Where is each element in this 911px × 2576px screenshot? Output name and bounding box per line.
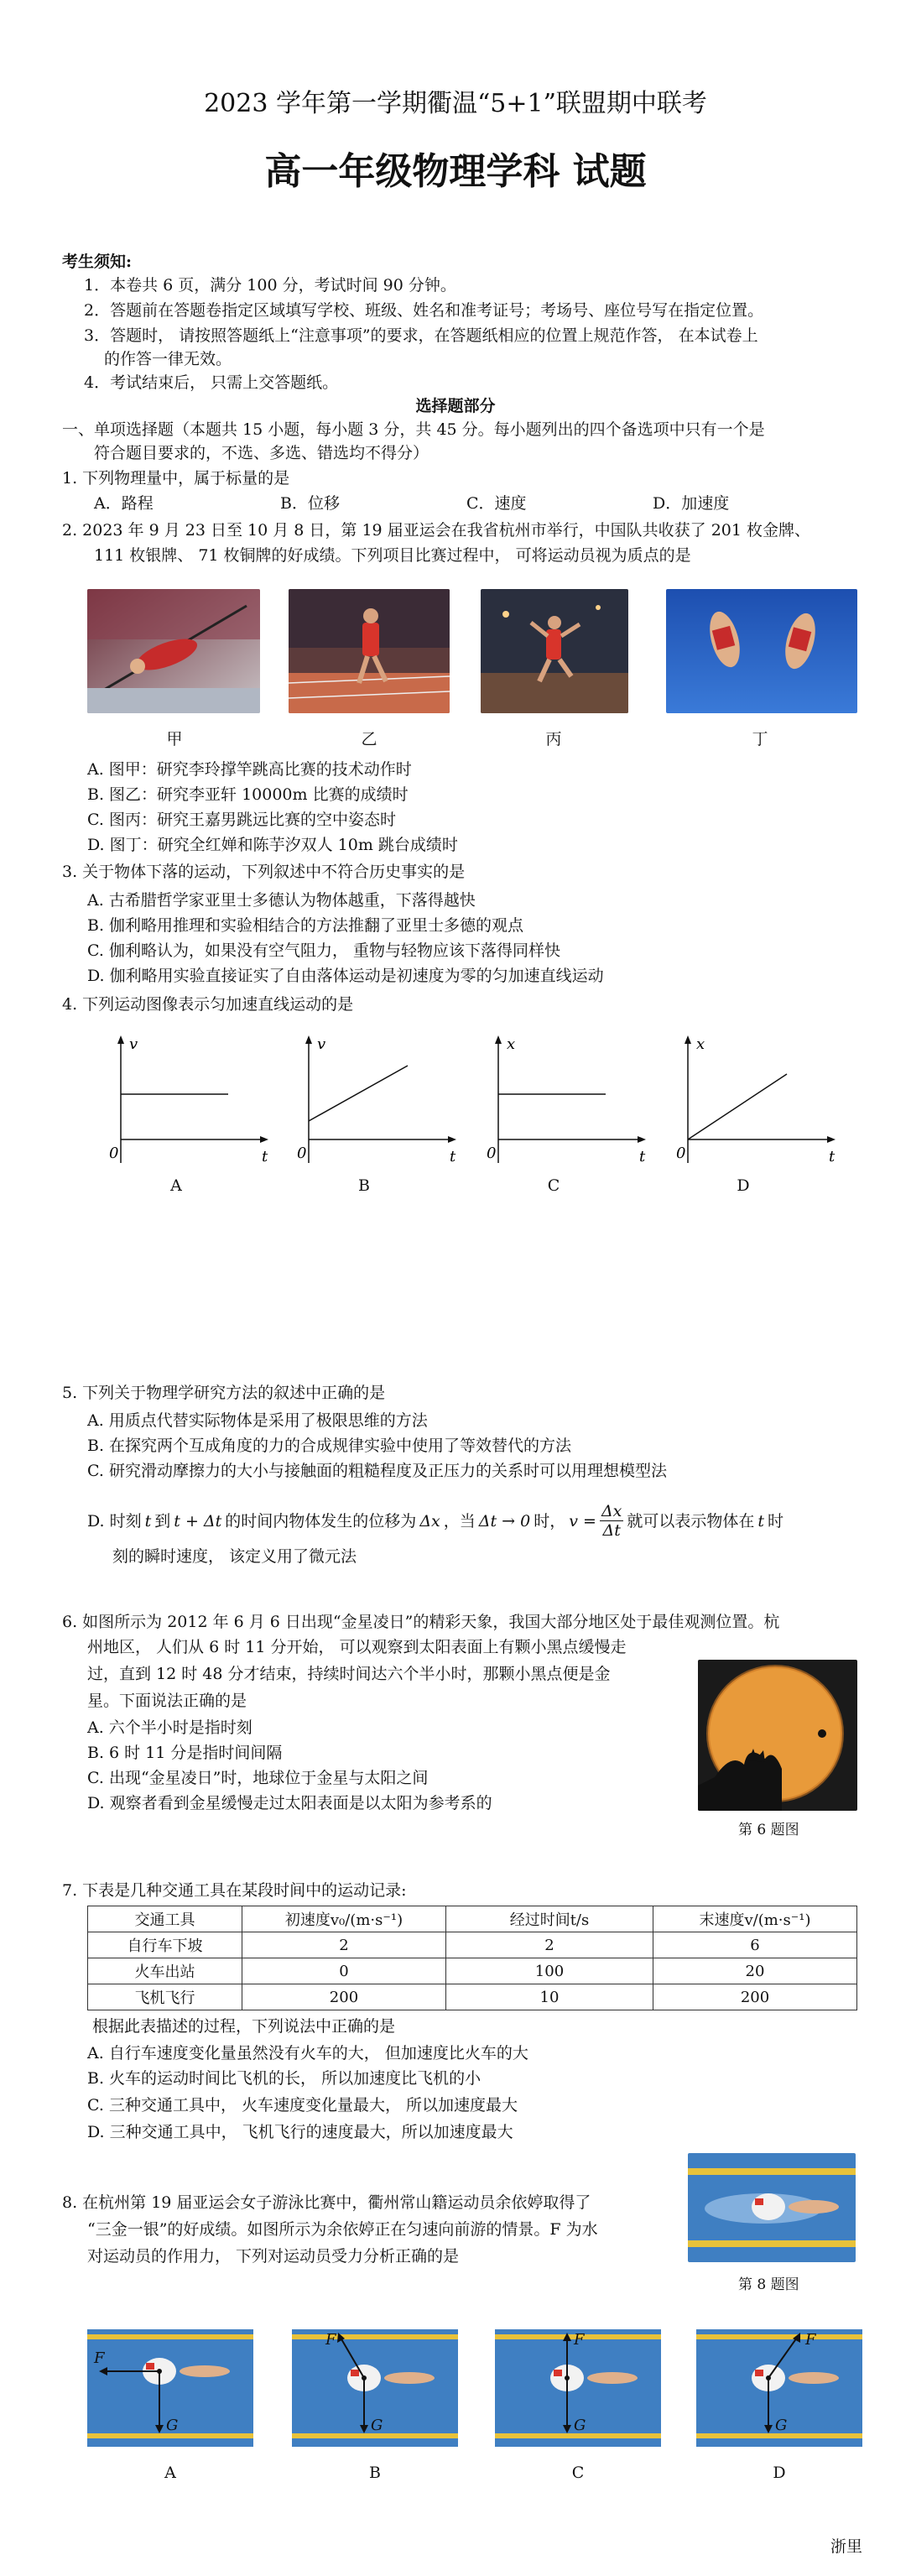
q1-option-c: C．速度 [466,494,527,513]
q5-d-text: 时 [768,1511,784,1530]
table-cell: 10 [445,1984,653,2010]
q6-option-a: A. 六个半小时是指时刻 [87,1718,252,1737]
q2-option-a: A. 图甲：研究李玲撑竿跳高比赛的技术动作时 [87,760,412,779]
graph-a-ylabel: v [129,1035,138,1053]
q5-d-numerator: Δx [601,1502,622,1520]
force-g-label: G [775,2417,788,2434]
q5-d-text: 到 [154,1511,171,1530]
graph-b [290,1030,466,1173]
graph-a [102,1030,279,1173]
graph-c-xlabel: t [639,1148,646,1165]
exam-header-line1: 2023 学年第一学期衢温“5+1”联盟期中联考 [204,89,707,118]
question-6-stem-cont: 州地区， 人们从 6 时 11 分开始， 可以观察到太阳表面上有颗小黑点缓慢走 [87,1638,627,1656]
q6-option-b: B. 6 时 11 分是指时间间隔 [87,1744,283,1762]
question-7-stem: 7. 下表是几种交通工具在某段时间中的运动记录: [62,1881,407,1900]
q5-d-denominator: Δt [602,1521,621,1540]
figure-6-caption: 第 6 题图 [738,1822,799,1838]
question-4-stem: 4. 下列运动图像表示匀加速直线运动的是 [62,995,354,1014]
force-diagram-b-label: B [369,2464,381,2482]
graph-c-origin: 0 [487,1145,497,1162]
notice-heading: 考生须知: [62,253,133,271]
force-f-label: F [94,2349,105,2367]
graph-b-origin: 0 [297,1145,307,1162]
question-1-stem: 1. 下列物理量中，属于标量的是 [62,469,290,488]
q1-option-a: A．路程 [94,494,154,513]
force-f-label: F [805,2331,816,2349]
q3-option-b: B. 伽利略用推理和实验相结合的方法推翻了亚里士多德的观点 [87,916,524,935]
photo-diving [666,589,857,713]
graph-d-origin: 0 [676,1145,686,1162]
table-cell: 2 [445,1932,653,1958]
question-8-stem: 8. 在杭州第 19 届亚运会女子游泳比赛中，衢州常山籍运动员余依婷取得了 [62,2193,591,2212]
q5-d-var-t2: t [757,1511,765,1530]
table-cell: 0 [242,1958,446,1984]
table-cell: 200 [653,1984,857,2010]
q2-option-c: C. 图丙：研究王嘉男跳远比赛的空中姿态时 [87,811,396,829]
q5-d-var-tdt: t + Δt [174,1511,222,1530]
q5-d-text: 的时间内物体发生的位移为 [225,1511,417,1530]
question-2-stem: 2. 2023 年 9 月 23 日至 10 月 8 日，第 19 届亚运会在我省杭州市举行，中国队共收获了 201 枚金牌、 [62,521,811,540]
force-diagram-c-label: C [571,2464,585,2482]
notice-item: 3．答题时， 请按照答题纸上“注意事项”的要求，在答题纸相应的位置上规范作答， 在本试卷上 [84,326,758,345]
graph-d-ylabel: x [696,1035,705,1053]
graph-c-ylabel: x [507,1035,516,1053]
force-g-label: G [166,2417,179,2434]
force-diagram-a [87,2329,253,2447]
table-header: 经过时间t/s [445,1906,653,1932]
notice-item: 2．答题前在答题卷指定区域填写学校、班级、姓名和准考证号；考场号、座位号写在指定位置。 [84,301,764,320]
q5-d-limit: Δt → 0 [478,1511,531,1530]
graph-c [480,1030,656,1173]
graph-b-xlabel: t [450,1148,456,1165]
photo-long-jump [481,589,628,713]
table-cell: 自行车下坡 [88,1932,242,1958]
graph-b-label: B [358,1176,370,1195]
force-diagram-a-label: A [164,2464,176,2482]
q1-option-d: D．加速度 [653,494,730,513]
question-6-stem-cont: 过，直到 12 时 48 分才结束，持续时间达六个半小时，那颗小黑点便是金 [87,1665,611,1683]
q7-option-d: D. 三种交通工具中， 飞机飞行的速度最大，所以加速度最大 [87,2123,513,2141]
notice-item: 的作答一律无效。 [104,350,232,368]
table-header: 交通工具 [88,1906,242,1932]
q5-option-a: A. 用质点代替实际物体是采用了极限思维的方法 [87,1411,428,1430]
force-diagram-c [495,2329,661,2447]
q6-option-c: C. 出现“金星凌日”时，地球位于金星与太阳之间 [87,1769,429,1787]
question-2-stem-cont: 111 枚银牌、 71 枚铜牌的好成绩。下列项目比赛过程中， 可将运动员视为质点的是 [94,546,691,565]
q5-d-var-v: v = [569,1511,596,1530]
graph-d-label: D [737,1176,750,1195]
graph-d [669,1030,846,1173]
q3-option-c: C. 伽利略认为，如果没有空气阻力， 重物与轻物应该下落得同样快 [87,941,560,960]
force-f-label: F [325,2331,336,2349]
photo-caption-jia: 甲 [166,730,183,748]
force-g-label: G [574,2417,586,2434]
question-6-stem: 6. 如图所示为 2012 年 6 月 6 日出现“金星凌日”的精彩天象，我国大部分地区处于最佳观测位置。杭 [62,1613,780,1631]
section-title: 选择题部分 [415,397,496,415]
photo-pole-vault [87,589,260,713]
table-row [88,1958,857,1984]
q1-option-b: B．位移 [280,494,340,513]
table-cell: 6 [653,1932,857,1958]
transport-table [87,1906,857,2010]
table-header: 末速度v/(m·s⁻¹) [653,1906,857,1932]
force-diagram-d-label: D [773,2464,786,2482]
figure-8-caption: 第 8 题图 [738,2276,799,2293]
force-diagram-d [696,2329,862,2447]
photo-venus-transit [698,1660,857,1811]
q5-d-text: D. 时刻 [87,1511,142,1530]
force-diagram-b [292,2329,458,2447]
question-5-stem: 5. 下列关于物理学研究方法的叙述中正确的是 [62,1384,386,1402]
table-cell: 200 [242,1984,446,2010]
q3-option-a: A. 古希腊哲学家亚里士多德认为物体越重，下落得越快 [87,891,476,910]
q2-option-d: D. 图丁：研究全红婵和陈芋汐双人 10m 跳台成绩时 [87,836,458,854]
photo-caption-bing: 丙 [545,730,562,748]
question-8-stem-cont: 对运动员的作用力， 下列对运动员受力分析正确的是 [87,2247,460,2266]
q5-d-text: 就可以表示物体在 [627,1511,755,1530]
exam-title: 高一年级物理学科 试题 [264,150,647,193]
graph-a-origin: 0 [109,1145,119,1162]
q5-option-b: B. 在探究两个互成角度的力的合成规律实验中使用了等效替代的方法 [87,1437,572,1455]
q5-d-text: 时， [534,1511,566,1530]
q6-option-d: D. 观察者看到金星缓慢走过太阳表面是以太阳为参考系的 [87,1794,492,1812]
q5-option-c: C. 研究滑动摩擦力的大小与接触面的粗糙程度及正压力的关系时可以用理想模型法 [87,1462,667,1480]
question-3-stem: 3. 关于物体下落的运动，下列叙述中不符合历史事实的是 [62,863,466,881]
table-cell: 飞机飞行 [88,1984,242,2010]
question-6-stem-cont: 星。下面说法正确的是 [87,1692,247,1710]
graph-c-label: C [547,1176,560,1195]
graph-b-ylabel: v [317,1035,326,1053]
force-g-label: G [371,2417,383,2434]
q7-option-c: C. 三种交通工具中， 火车速度变化量最大， 所以加速度最大 [87,2096,518,2115]
graph-a-label: A [170,1176,182,1195]
q5-d-fraction [600,1502,623,1540]
section-intro: 一、单项选择题（本题共 15 小题，每小题 3 分，共 45 分。每小题列出的四个备选项中只有一个是 [62,420,765,439]
q7-option-b: B. 火车的运动时间比飞机的长， 所以加速度比飞机的小 [87,2069,482,2088]
q5-d-var-t: t [144,1511,152,1530]
q5-d-var-dx: Δx [419,1511,440,1530]
q5-option-d [87,1502,783,1540]
table-header-row [88,1906,857,1932]
section-intro-cont: 符合题目要求的，不选、多选、错选均不得分） [94,444,429,462]
table-cell: 火车出站 [88,1958,242,1984]
table-cell: 20 [653,1958,857,1984]
graph-a-xlabel: t [262,1148,268,1165]
question-8-stem-cont: “三金一银”的好成绩。如图所示为余依婷正在匀速向前游的情景。F 为水 [87,2220,598,2239]
q5-option-d-cont: 刻的瞬时速度， 该定义用了微元法 [112,1547,357,1566]
table-cell: 100 [445,1958,653,1984]
photo-swimmer [688,2153,856,2262]
q5-d-text: ，当 [443,1511,476,1530]
q7-option-a: A. 自行车速度变化量虽然没有火车的大， 但加速度比火车的大 [87,2044,528,2062]
table-row [88,1932,857,1958]
notice-item: 4．考试结束后， 只需上交答题纸。 [84,373,339,392]
photo-caption-yi: 乙 [361,730,377,748]
table-cell: 2 [242,1932,446,1958]
q3-option-d: D. 伽利略用实验直接证实了自由落体运动是初速度为零的匀加速直线运动 [87,967,604,985]
photo-caption-ding: 丁 [752,730,768,748]
photo-runner [289,589,450,713]
table-row [88,1984,857,2010]
q2-option-b: B. 图乙：研究李亚轩 10000m 比赛的成绩时 [87,785,409,804]
force-f-label: F [574,2331,585,2349]
page-footer: 浙里 [830,2537,863,2556]
graph-d-xlabel: t [829,1148,836,1165]
table-header: 初速度v₀/(m·s⁻¹) [242,1906,446,1932]
notice-item: 1．本卷共 6 页，满分 100 分，考试时间 90 分钟。 [84,276,456,295]
q7-followup: 根据此表描述的过程，下列说法中正确的是 [92,2017,396,2036]
